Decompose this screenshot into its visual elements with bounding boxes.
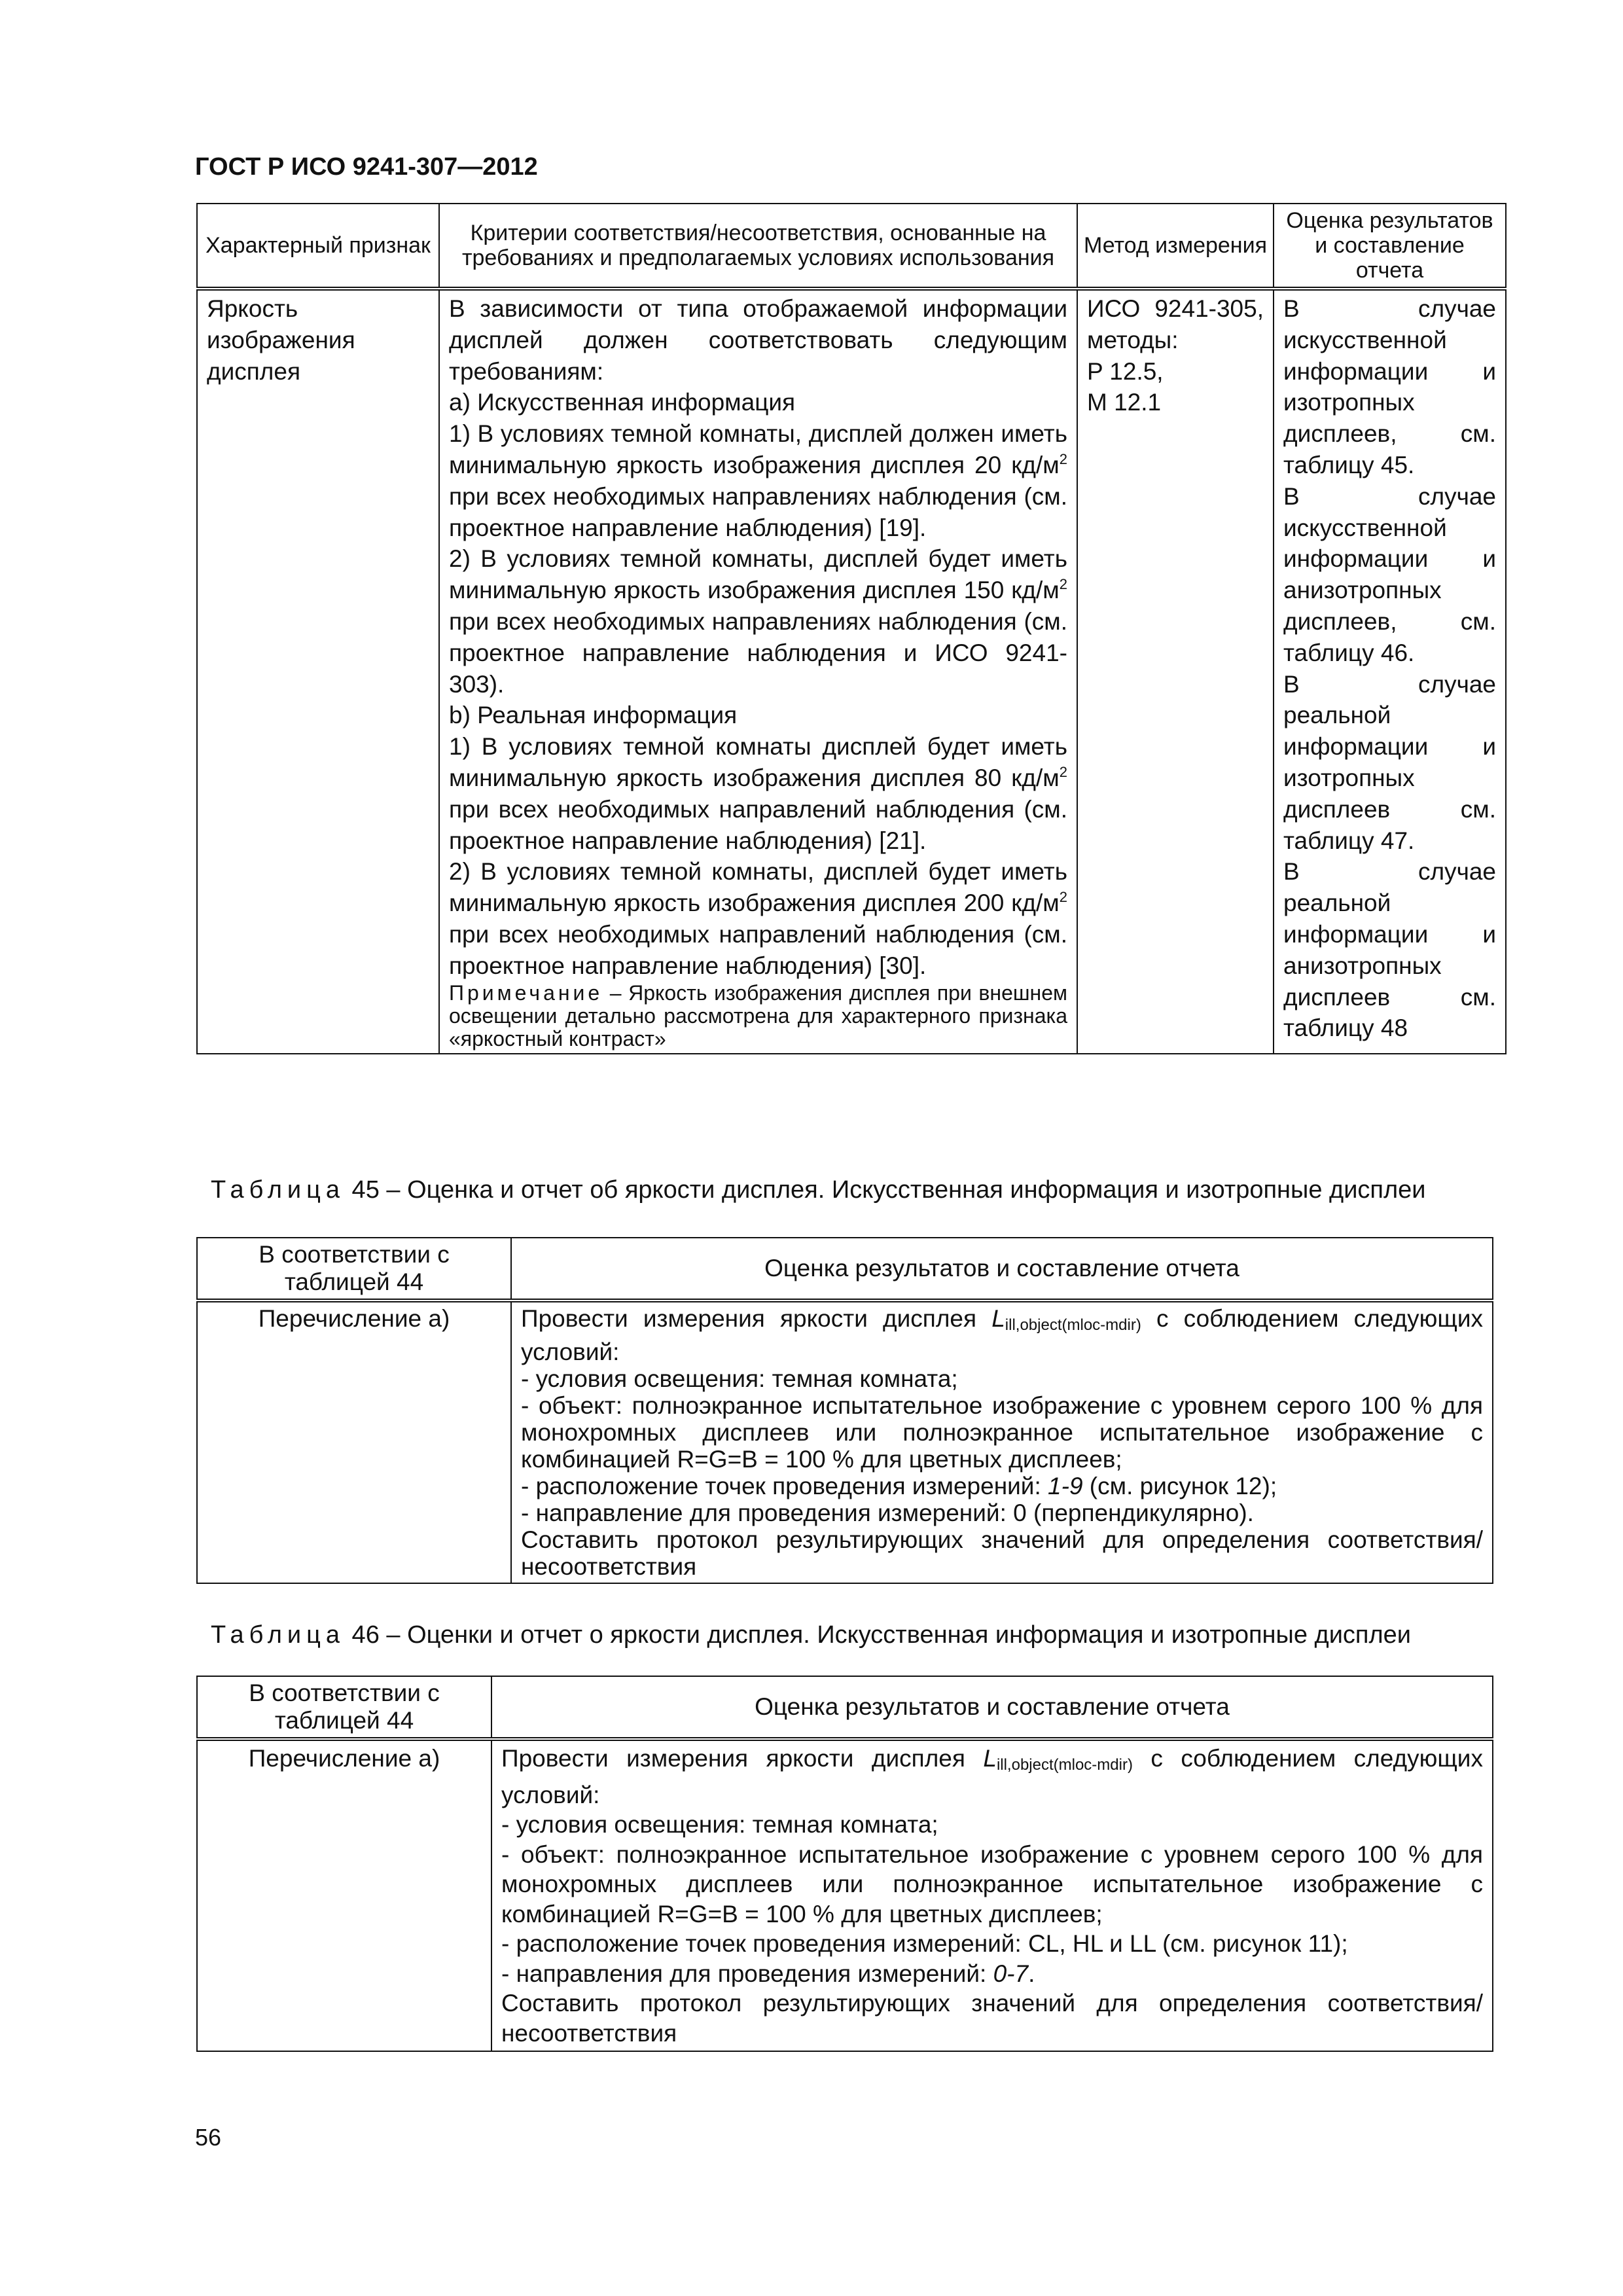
table-row (197, 1739, 1493, 2051)
evaluation-item: В случае реальной информации и анизотропных дисплеев см. таблицу 48 (1283, 858, 1496, 1042)
table46-row-label: Перечисление a) (197, 1739, 491, 2051)
table46-header-col1: В соответствии с таблицей 44 (197, 1676, 491, 1739)
table46-header-col2: Оценка результатов и составление отчета (491, 1676, 1493, 1739)
criteria-b2: 2) В условиях темной комнаты, дисплей будет иметь минимальную яркость изображения дисплея 200 $кд/м^2$ при всех необходимых направлений наблюдения (см. проектное направление наблюдения) [30]. (449, 858, 1067, 979)
table45-content: Провести измерения яркости дисплея $L_{ill,object(mloc-mdir)}$ с соблюдением следующих условий: - условия освещения: темная комната; - объект: полноэкранное испытательное изображение с уровнем серого 100 % для монохромных дисплеев или полноэкранное испытательное изображение с комбинацией R=G=B = 100 % для цветных дисплеев; - расположение точек проведения измерений: 1-9 (см. рисунок 12); - направление для проведения измерений: 0 (перпендикулярно). Составить протокол результирующих значений для определения соответствия/несоответствия (511, 1300, 1493, 1583)
table45 (196, 1237, 1493, 1584)
criteria-a1: 1) В условиях темной комнаты, дисплей должен иметь минимальную яркость изображения дисплея 20 $кд/м^2$ при всех необходимых направлениях наблюдения (см. проектное направление наблюдения) [19]. (449, 420, 1067, 541)
method-cell: ИСО 9241-305, методы: P 12.5, M 12.1 (1077, 289, 1274, 1054)
page-number: 56 (195, 2124, 222, 2151)
criteria-a-title: a) Искусственная информация (449, 389, 796, 416)
evaluation-item: В случае реальной информации и изотропных дисплеев см. таблицу 47. (1283, 670, 1496, 854)
header-evaluation: Оценка результатов и составление отчета (1274, 204, 1506, 289)
table-row (197, 289, 1506, 1054)
table45-caption: Таблица 45 – Оценка и отчет об яркости дисплея. Искусственная информация и изотропные дисплеи (211, 1176, 1426, 1204)
evaluation-item: В случае искусственной информации и анизотропных дисплеев, см. таблицу 46. (1283, 482, 1496, 666)
table45-row-label: Перечисление a) (197, 1300, 511, 1583)
criteria-intro: В зависимости от типа отображаемой информации дисплей должен соответствовать следующим требованиям: (449, 295, 1067, 385)
criteria-a2: 2) В условиях темной комнаты, дисплей будет иметь минимальную яркость изображения дисплея 150 $кд/м^2$ при всех необходимых направлениях наблюдения (см. проектное направление наблюдения и ИСО 9241-303). (449, 545, 1067, 698)
table-header-row (197, 204, 1506, 289)
table-row (197, 1300, 1493, 1583)
header-criteria: Критерии соответствия/несоответствия, основанные на требованиях и предполагаемых условиях использования (439, 204, 1077, 289)
table45-header-col1: В соответствии с таблицей 44 (197, 1238, 511, 1300)
table-header-row (197, 1676, 1493, 1739)
feature-cell: Яркость изображения дисплея (197, 289, 439, 1054)
header-method: Метод измерения (1077, 204, 1274, 289)
criteria-note: Примечание – Яркость изображения дисплея при внешнем освещении детально рассмотрена для характерного признака «яркостный контраст» (449, 980, 1067, 1050)
evaluation-cell (1274, 289, 1506, 1054)
header-feature: Характерный признак (197, 204, 439, 289)
table45-header-col2: Оценка результатов и составление отчета (511, 1238, 1493, 1300)
table46-content: Провести измерения яркости дисплея $L_{ill,object(mloc-mdir)}$ с соблюдением следующих условий: - условия освещения: темная комната; - объект: полноэкранное испытательное изображение с уровнем серого 100 % для монохромных дисплеев или полноэкранное испытательное изображение с комбинацией R=G=B = 100 % для цветных дисплеев; - расположение точек проведения измерений: CL, HL и LL (см. рисунок 11); - направления для проведения измерений: 0-7. Составить протокол результирующих значений для определения соответствия/несоответствия (491, 1739, 1493, 2051)
evaluation-item: В случае искусственной информации и изотропных дисплеев, см. таблицу 45. (1283, 295, 1496, 478)
document-header: ГОСТ Р ИСО 9241-307—2012 (195, 153, 538, 181)
table-header-row (197, 1238, 1493, 1300)
criteria-b-title: b) Реальная информация (449, 702, 738, 729)
criteria-b1: 1) В условиях темной комнаты дисплей будет иметь минимальную яркость изображения дисплея 80 $кд/м^2$ при всех необходимых направлений наблюдения (см. проектное направление наблюдения) [21]. (449, 733, 1067, 854)
criteria-cell (439, 289, 1077, 1054)
criteria-table (196, 203, 1507, 1054)
table46-caption: Таблица 46 – Оценки и отчет о яркости дисплея. Искусственная информация и изотропные дисплеи (211, 1621, 1412, 1649)
table46 (196, 1676, 1493, 2052)
